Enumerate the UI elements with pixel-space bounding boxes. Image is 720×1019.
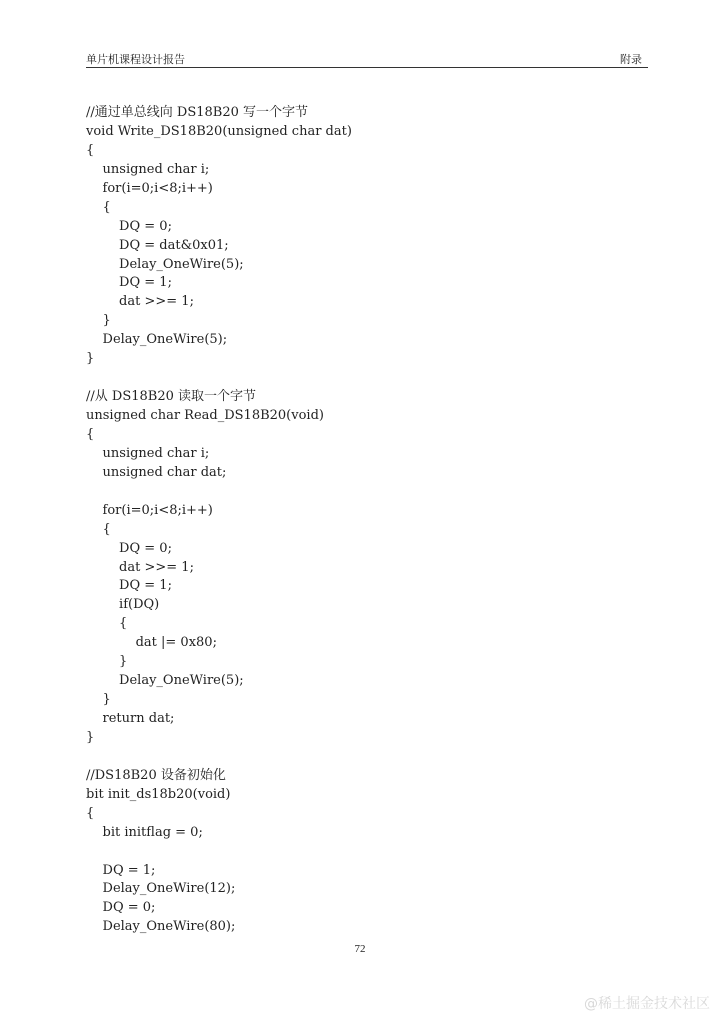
- code-line: DQ = 1;: [86, 862, 156, 878]
- code-line: unsigned char i;: [86, 445, 210, 461]
- code-line: DQ = 1;: [86, 275, 172, 291]
- code-line: {: [86, 521, 111, 537]
- code-line: DQ = 0;: [86, 900, 156, 916]
- code-line: for(i=0;i<8;i++): [86, 180, 213, 196]
- code-line: unsigned char i;: [86, 161, 210, 177]
- code-line: dat |= 0x80;: [86, 635, 217, 651]
- code-line: }: [86, 313, 111, 329]
- code-line: {: [86, 426, 95, 442]
- code-line: {: [86, 805, 95, 821]
- code-line: Delay_OneWire(80);: [86, 919, 236, 935]
- code-line: void Write_DS18B20(unsigned char dat): [86, 123, 352, 139]
- code-line: }: [86, 729, 95, 745]
- watermark: @稀土掘金技术社区: [584, 996, 710, 1012]
- code-line: //通过单总线向 DS18B20 写一个字节: [86, 105, 308, 120]
- header-section: 附录: [620, 53, 642, 66]
- code-line: unsigned char dat;: [86, 464, 227, 480]
- code-line: DQ = 1;: [86, 578, 172, 594]
- code-line: DQ = dat&0x01;: [86, 237, 229, 253]
- page-number: 72: [354, 943, 366, 955]
- code-line: unsigned char Read_DS18B20(void): [86, 408, 324, 423]
- code-line: Delay_OneWire(5);: [86, 673, 244, 689]
- code-line: {: [86, 199, 111, 215]
- code-line: bit init_ds18b20(void): [86, 786, 231, 802]
- code-line: DQ = 0;: [86, 540, 172, 556]
- code-line: return dat;: [86, 711, 175, 726]
- code-line: Delay_OneWire(5);: [86, 332, 228, 348]
- code-line: if(DQ): [86, 597, 160, 613]
- code-line: bit initflag = 0;: [86, 824, 203, 840]
- code-line: }: [86, 351, 95, 367]
- code-line: }: [86, 692, 111, 708]
- code-line: //从 DS18B20 读取一个字节: [86, 389, 256, 405]
- header-title: 单片机课程设计报告: [86, 53, 185, 66]
- code-line: for(i=0;i<8;i++): [86, 502, 213, 518]
- code-line: Delay_OneWire(12);: [86, 881, 236, 897]
- code-line: dat >>= 1;: [86, 559, 194, 575]
- code-line: {: [86, 616, 128, 632]
- code-line: {: [86, 142, 95, 158]
- code-listing: [86, 104, 352, 937]
- code-line: DQ = 0;: [86, 218, 172, 234]
- code-line: }: [86, 654, 128, 670]
- code-line: [86, 483, 352, 502]
- code-line: Delay_OneWire(5);: [86, 256, 244, 272]
- code-line: dat >>= 1;: [86, 294, 194, 310]
- page-header: [86, 49, 648, 68]
- code-line: [86, 748, 352, 767]
- code-line: //DS18B20 设备初始化: [86, 767, 226, 783]
- code-line: [86, 843, 352, 862]
- code-line: [86, 369, 352, 388]
